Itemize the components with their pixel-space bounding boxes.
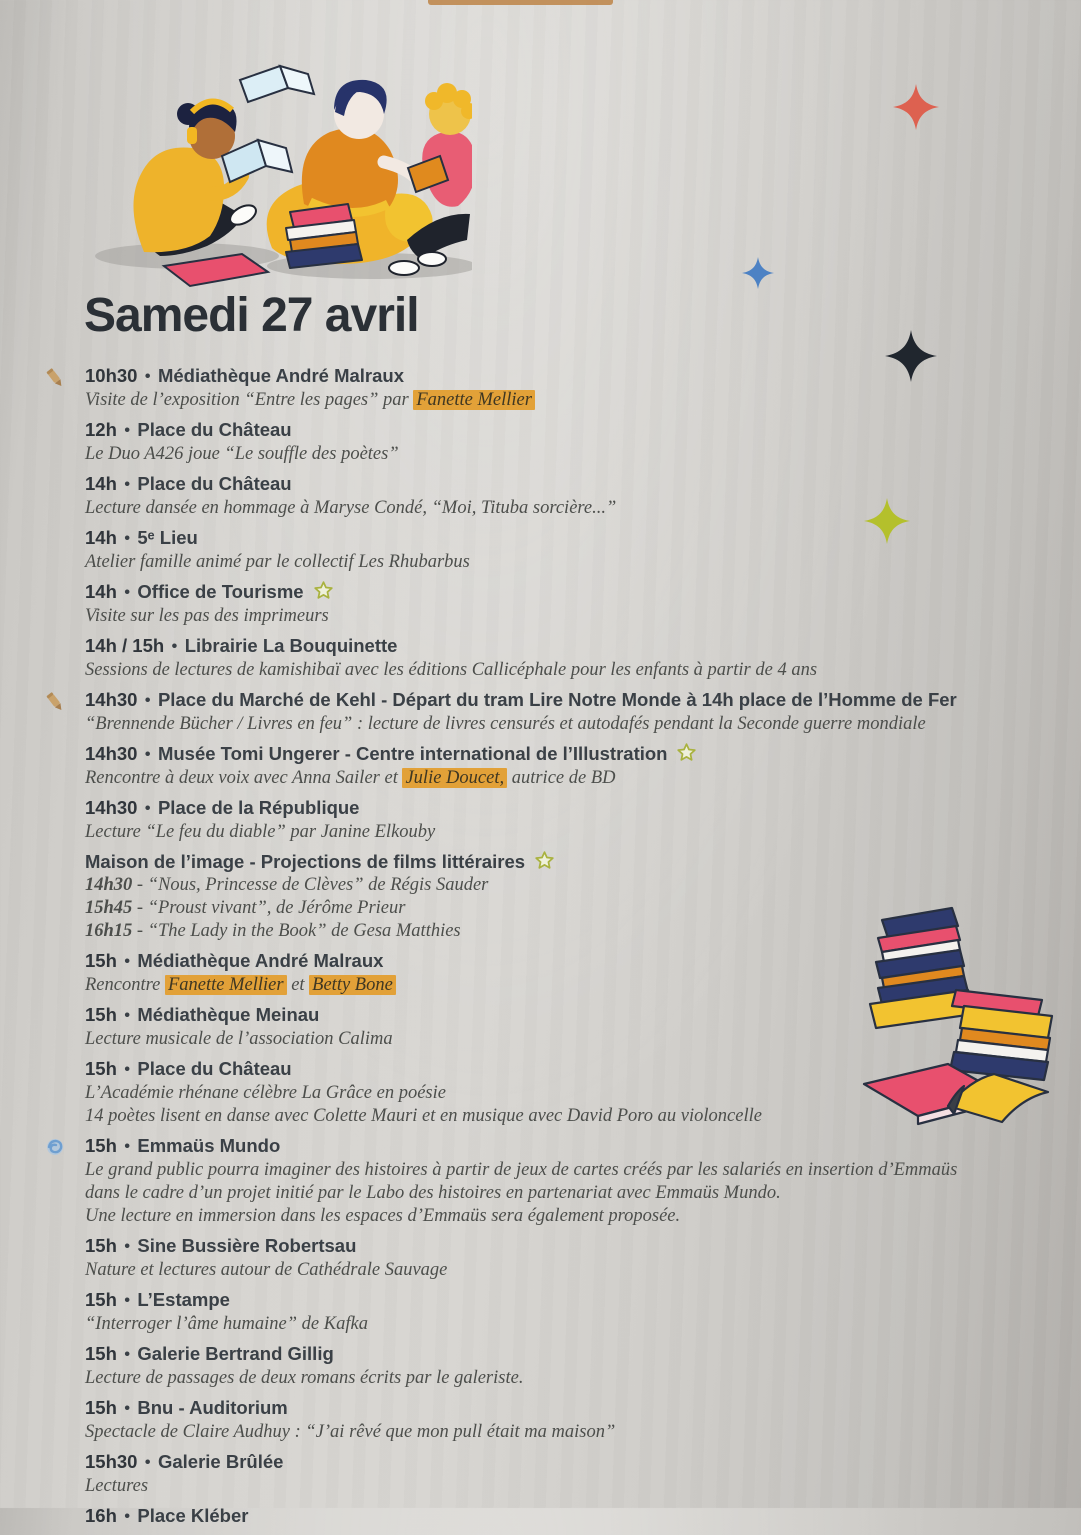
events-list bbox=[85, 364, 1045, 1535]
page-title: Samedi 27 avril bbox=[84, 289, 419, 342]
event-entry bbox=[85, 1003, 1045, 1051]
event-location: Musée Tomi Ungerer - Centre international de l’Illustration bbox=[157, 743, 668, 764]
bullet-separator: • bbox=[119, 1138, 135, 1155]
description-text: Le Duo A426 joue “Le souffle des poètes” bbox=[85, 444, 399, 464]
bullet-separator: • bbox=[167, 638, 182, 655]
event-entry bbox=[85, 688, 1045, 736]
event-description bbox=[85, 1475, 1045, 1498]
event-description bbox=[85, 1082, 1045, 1105]
event-time: 15h bbox=[85, 950, 117, 971]
highlighted-name: Fanette Mellier bbox=[165, 975, 287, 995]
event-description bbox=[85, 713, 1045, 736]
description-text: “Brennende Bücher / Livres en feu” : lecture de livres censurés et autodafés pendant la Seconde guerre mondiale bbox=[85, 714, 926, 734]
bullet-separator: • bbox=[119, 584, 135, 601]
event-time: 15h bbox=[85, 1343, 117, 1364]
bullet-separator: • bbox=[119, 1346, 135, 1363]
bullet-separator: • bbox=[140, 368, 155, 385]
event-description bbox=[85, 1313, 1045, 1336]
event-description bbox=[85, 1159, 1045, 1182]
event-heading bbox=[85, 1396, 1045, 1421]
bullet-separator: • bbox=[119, 1007, 135, 1024]
event-heading bbox=[85, 1134, 1045, 1159]
description-text: Une lecture en immersion dans les espaces d’Emmaüs sera également proposée. bbox=[85, 1206, 681, 1226]
bullet-separator: • bbox=[140, 746, 155, 763]
description-text: et bbox=[286, 975, 310, 995]
event-heading bbox=[85, 1450, 1045, 1475]
event-description bbox=[85, 767, 1045, 790]
description-text: - “Proust vivant”, de Jérôme Prieur bbox=[132, 898, 406, 918]
event-location: Place du Château bbox=[137, 419, 292, 440]
event-location: Médiathèque André Malraux bbox=[137, 950, 384, 971]
description-text: “Interroger l’âme humaine” de Kafka bbox=[85, 1314, 368, 1334]
scan-edge-artifact bbox=[428, 0, 613, 5]
event-heading bbox=[85, 850, 1045, 874]
event-description bbox=[85, 1367, 1045, 1390]
event-description bbox=[85, 389, 1045, 412]
pencil-icon bbox=[43, 689, 67, 713]
event-description bbox=[85, 659, 1045, 682]
description-text: - “The Lady in the Book” de Gesa Matthies bbox=[132, 921, 461, 941]
bullet-separator: • bbox=[119, 1400, 135, 1417]
event-entry bbox=[85, 1288, 1045, 1336]
event-description bbox=[85, 897, 1045, 920]
event-location: Sine Bussière Robertsau bbox=[137, 1235, 357, 1256]
bullet-separator: • bbox=[140, 800, 155, 817]
event-location: Place Kléber bbox=[137, 1505, 249, 1526]
event-heading bbox=[85, 1288, 1045, 1313]
event-time: 15h bbox=[85, 1397, 117, 1418]
event-entry bbox=[85, 634, 1045, 682]
event-location: Librairie La Bouquinette bbox=[184, 635, 398, 656]
event-time: 16h bbox=[85, 1505, 117, 1526]
description-text: Spectacle de Claire Audhuy : “J’ai rêvé que mon pull était ma maison” bbox=[85, 1422, 616, 1442]
event-location: Place du Château bbox=[137, 1058, 292, 1079]
highlighted-name: Betty Bone bbox=[309, 975, 396, 995]
sparkle-icon bbox=[742, 257, 774, 289]
event-location: Bnu - Auditorium bbox=[137, 1397, 288, 1418]
event-description bbox=[85, 1182, 1045, 1205]
description-text: - “Nous, Princesse de Clèves” de Régis Sauder bbox=[132, 875, 489, 895]
event-description bbox=[85, 974, 1045, 997]
event-description bbox=[85, 551, 1045, 574]
event-entry bbox=[85, 1396, 1045, 1444]
event-description bbox=[85, 821, 1045, 844]
event-entry bbox=[85, 742, 1045, 790]
event-location: Galerie Brûlée bbox=[157, 1451, 284, 1472]
event-entry bbox=[85, 1234, 1045, 1282]
description-text: Lecture “Le feu du diable” par Janine Elkouby bbox=[85, 822, 436, 842]
description-text: Lectures bbox=[85, 1476, 149, 1496]
star-outline-icon bbox=[313, 580, 334, 601]
event-time: 12h bbox=[85, 419, 117, 440]
description-text: Sessions de lectures de kamishibaï avec les éditions Callicéphale pour les enfants à partir de 4 ans bbox=[85, 660, 818, 680]
event-heading bbox=[85, 1234, 1045, 1259]
event-heading bbox=[85, 418, 1045, 443]
event-location: Place du Château bbox=[137, 473, 292, 494]
event-description bbox=[85, 874, 1045, 897]
event-entry bbox=[85, 850, 1045, 943]
event-description bbox=[85, 920, 1045, 943]
event-heading bbox=[85, 1003, 1045, 1028]
event-entry bbox=[85, 418, 1045, 466]
event-time: 14h bbox=[85, 527, 117, 548]
description-text: autrice de BD bbox=[507, 768, 616, 788]
bullet-separator: • bbox=[119, 1292, 135, 1309]
event-time: 15h bbox=[85, 1289, 117, 1310]
event-entry bbox=[85, 364, 1045, 412]
event-description bbox=[85, 605, 1045, 628]
star-outline-icon bbox=[534, 850, 555, 871]
description-text: 15h45 bbox=[85, 898, 133, 918]
event-entry bbox=[85, 949, 1045, 997]
description-text: Visite de l’exposition “Entre les pages” par bbox=[85, 390, 414, 410]
event-time: 14h / 15h bbox=[85, 635, 165, 656]
event-entry bbox=[85, 1134, 1045, 1228]
description-text: Nature et lectures autour de Cathédrale Sauvage bbox=[85, 1260, 448, 1280]
event-time: 14h bbox=[85, 581, 117, 602]
bullet-separator: • bbox=[119, 953, 135, 970]
event-heading bbox=[85, 949, 1045, 974]
event-description bbox=[85, 1105, 1045, 1128]
bullet-separator: • bbox=[140, 1454, 155, 1471]
event-location: L’Estampe bbox=[137, 1289, 230, 1310]
event-heading bbox=[85, 742, 1045, 767]
description-text: Le grand public pourra imaginer des histoires à partir de jeux de cartes créés par les salariés en insertion d’Emmaüs bbox=[85, 1160, 958, 1180]
event-entry bbox=[85, 1450, 1045, 1498]
event-location: Place du Marché de Kehl - Départ du tram Lire Notre Monde à 14h place de l’Homme de Fer bbox=[157, 689, 957, 710]
event-entry bbox=[85, 1057, 1045, 1128]
event-time: 14h30 bbox=[85, 797, 138, 818]
event-entry bbox=[85, 796, 1045, 844]
event-description bbox=[85, 1205, 1045, 1228]
description-text: Atelier famille animé par le collectif Les Rhubarbus bbox=[85, 552, 470, 572]
event-description bbox=[85, 1421, 1045, 1444]
description-text: dans le cadre d’un projet initié par le Labo des histoires en partenariat avec Emmaüs Mundo. bbox=[85, 1183, 781, 1203]
description-text: 14 poètes lisent en danse avec Colette Mauri et en musique avec David Poro au violoncelle bbox=[85, 1106, 762, 1126]
description-text: Lecture de passages de deux romans écrits par le galeriste. bbox=[85, 1368, 524, 1388]
event-description bbox=[85, 497, 1045, 520]
event-heading bbox=[85, 1057, 1045, 1082]
description-text: Lecture dansée en hommage à Maryse Condé, “Moi, Tituba sorcière...” bbox=[85, 498, 617, 518]
event-heading bbox=[85, 364, 1045, 389]
event-time: 14h30 bbox=[85, 743, 138, 764]
swirl-icon bbox=[43, 1135, 67, 1159]
event-description bbox=[85, 1028, 1045, 1051]
event-location: Emmaüs Mundo bbox=[137, 1135, 281, 1156]
event-time: 14h bbox=[85, 473, 117, 494]
event-time: 15h bbox=[85, 1135, 117, 1156]
event-location: Médiathèque Meinau bbox=[137, 1004, 320, 1025]
bullet-separator: • bbox=[119, 1508, 135, 1525]
event-heading bbox=[85, 526, 1045, 551]
event-location: Place de la République bbox=[157, 797, 360, 818]
description-text: 16h15 bbox=[85, 921, 133, 941]
bullet-separator: • bbox=[119, 422, 135, 439]
people-reading-illustration bbox=[72, 44, 472, 289]
event-location: Office de Tourisme bbox=[137, 581, 304, 602]
event-heading bbox=[85, 634, 1045, 659]
sparkle-icon bbox=[893, 84, 939, 130]
event-entry bbox=[85, 580, 1045, 628]
event-heading bbox=[85, 580, 1045, 605]
pencil-icon bbox=[43, 365, 67, 389]
event-time: 10h30 bbox=[85, 365, 138, 386]
event-heading bbox=[85, 796, 1045, 821]
description-text: 14h30 bbox=[85, 875, 133, 895]
highlighted-name: Fanette Mellier bbox=[413, 390, 535, 410]
event-time: 15h30 bbox=[85, 1451, 138, 1472]
event-time: 15h bbox=[85, 1058, 117, 1079]
highlighted-name: Julie Doucet, bbox=[402, 768, 507, 788]
bullet-separator: • bbox=[119, 530, 135, 547]
description-text: Rencontre bbox=[85, 975, 165, 995]
event-description bbox=[85, 443, 1045, 466]
event-heading bbox=[85, 1342, 1045, 1367]
event-location: Galerie Bertrand Gillig bbox=[137, 1343, 334, 1364]
event-location: Maison de l’image - Projections de films littéraires bbox=[85, 851, 526, 872]
bullet-separator: • bbox=[140, 692, 155, 709]
event-heading bbox=[85, 688, 1045, 713]
event-time: 15h bbox=[85, 1235, 117, 1256]
event-entry bbox=[85, 526, 1045, 574]
bullet-separator: • bbox=[119, 476, 135, 493]
description-text: L’Académie rhénane célèbre La Grâce en poésie bbox=[85, 1083, 446, 1103]
event-description bbox=[85, 1259, 1045, 1282]
event-location: 5ᵉ Lieu bbox=[137, 527, 198, 548]
bullet-separator: • bbox=[119, 1238, 135, 1255]
event-entry bbox=[85, 472, 1045, 520]
description-text: Rencontre à deux voix avec Anna Sailer et bbox=[85, 768, 403, 788]
event-time: 14h30 bbox=[85, 689, 138, 710]
bullet-separator: • bbox=[119, 1061, 135, 1078]
description-text: Visite sur les pas des imprimeurs bbox=[85, 606, 329, 626]
description-text: Lecture musicale de l’association Calima bbox=[85, 1029, 393, 1049]
event-entry bbox=[85, 1342, 1045, 1390]
event-location: Médiathèque André Malraux bbox=[157, 365, 404, 386]
star-outline-icon bbox=[676, 742, 697, 763]
event-heading bbox=[85, 472, 1045, 497]
event-time: 15h bbox=[85, 1004, 117, 1025]
